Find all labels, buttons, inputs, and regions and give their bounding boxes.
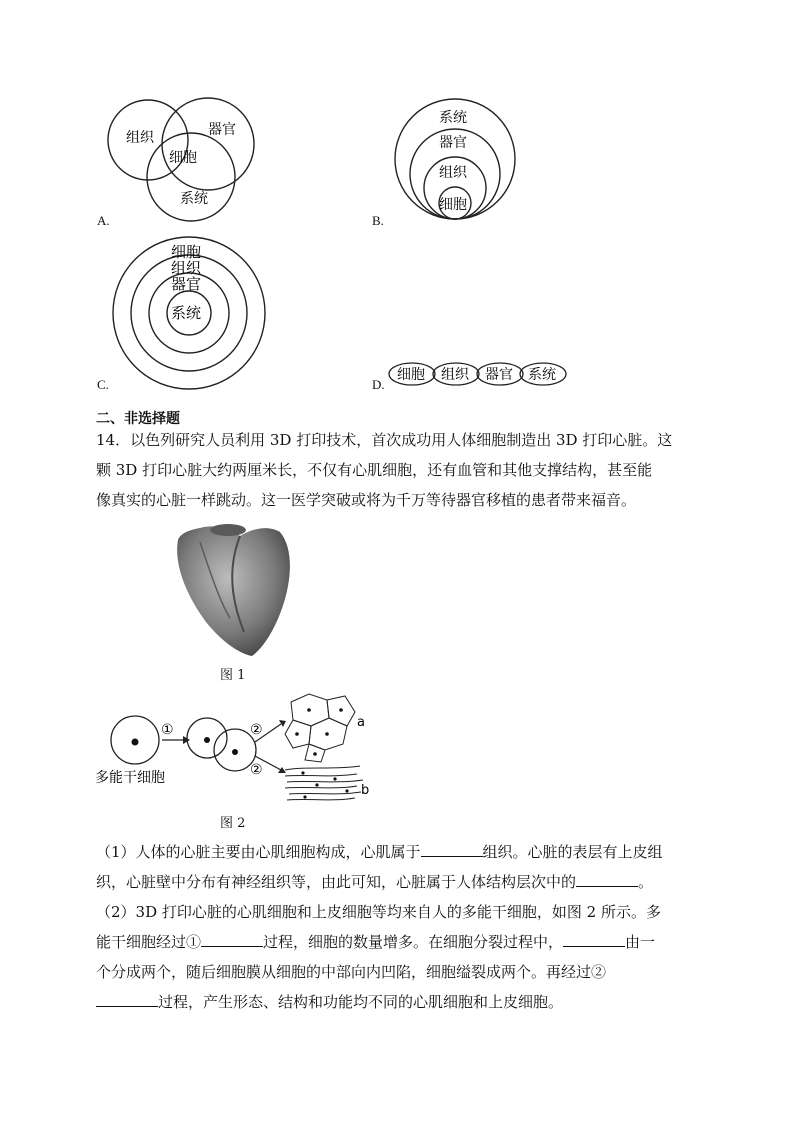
p2-text-a: 能干细胞经过① (96, 933, 202, 951)
answer-blank-3[interactable] (201, 931, 263, 947)
option-c-label: C. (97, 377, 109, 392)
muscle-cells (285, 766, 363, 800)
answer-blank-5[interactable] (96, 991, 158, 1007)
p2-text-c: 由一 (625, 933, 656, 951)
p2-line-3: 个分成两个，随后细胞膜从细胞的中部向内凹陷，细胞缢裂成两个。再经过② (96, 963, 607, 981)
intro-line-3: 像真实的心脏一样跳动。这一医学突破或将为千万等待器官移植的患者带来福音。 (96, 491, 637, 509)
figure-2-diagram (95, 690, 385, 810)
answer-blank-1[interactable] (421, 841, 483, 857)
figure-1-caption: 图 1 (220, 668, 246, 683)
label-d-2: 组织 (441, 367, 469, 383)
option-a-label: A. (97, 213, 110, 228)
p1-text-a: （1）人体的心脏主要由心肌细胞构成，心肌属于 (96, 843, 421, 861)
intro-line-2: 颗 3D 打印心脏大约两厘米长，不仅有心肌细胞，还有血管和其他支撑结构，甚至能 (96, 461, 653, 479)
p2-text-b: 过程，细胞的数量增多。在细胞分裂过程中， (263, 933, 564, 951)
step2-label-b: ② (250, 762, 263, 778)
option-d-label: D. (372, 377, 385, 392)
label-b-3: 组织 (439, 165, 467, 181)
label-b: b (361, 783, 370, 798)
p2-line-1: （2）3D 打印心脏的心肌细胞和上皮细胞等均来自人的多能干细胞，如图 2 所示。多 (96, 903, 661, 921)
part-1 (96, 837, 710, 897)
answer-blank-4[interactable] (563, 931, 625, 947)
intro-line-1: 14．以色列研究人员利用 3D 打印技术，首次成功用人体细胞制造出 3D 打印心脏。这 (96, 431, 673, 449)
label-a-4: 系统 (180, 191, 208, 207)
heart-image (170, 522, 294, 658)
label-a-1: 组织 (126, 130, 154, 146)
question-intro (96, 425, 710, 515)
part-2 (96, 897, 710, 1017)
label-b-1: 系统 (439, 110, 467, 126)
label-a-3: 细胞 (169, 150, 197, 166)
label-d-1: 细胞 (397, 367, 425, 383)
label-a: a (357, 715, 365, 730)
label-c-2: 组织 (171, 259, 202, 277)
section-title: 二、非选择题 (96, 411, 180, 427)
label-b-4: 细胞 (439, 197, 467, 213)
label-b-2: 器官 (439, 135, 467, 151)
label-c-4: 系统 (171, 304, 202, 322)
option-c-diagram (110, 234, 268, 392)
p1-text-d: 。 (638, 873, 654, 891)
stem-cell-label: 多能干细胞 (95, 770, 165, 786)
label-c-3: 器官 (171, 275, 202, 293)
label-d-3: 器官 (485, 367, 513, 383)
option-d-diagram (388, 361, 568, 387)
label-c-1: 细胞 (171, 243, 202, 261)
p1-text-c: 织，心脏壁中分布有神经组织等，由此可知，心脏属于人体结构层次中的 (96, 873, 577, 891)
circle-a-3 (147, 133, 235, 221)
circle-a-2 (162, 98, 254, 190)
p1-text-b: 组织。心脏的表层有上皮组 (482, 843, 663, 861)
figure-2-caption: 图 2 (220, 816, 246, 831)
option-a-diagram (100, 92, 260, 227)
step1-label: ① (161, 722, 174, 738)
option-b-diagram (385, 96, 530, 224)
step2-label-a: ② (250, 722, 263, 738)
p2-line-4: 过程，产生形态、结构和功能均不同的心肌细胞和上皮细胞。 (158, 993, 564, 1011)
label-d-4: 系统 (528, 367, 556, 383)
epithelial-cells (285, 694, 355, 762)
answer-blank-2[interactable] (576, 871, 638, 887)
label-a-2: 器官 (208, 122, 236, 138)
option-b-label: B. (372, 213, 384, 228)
